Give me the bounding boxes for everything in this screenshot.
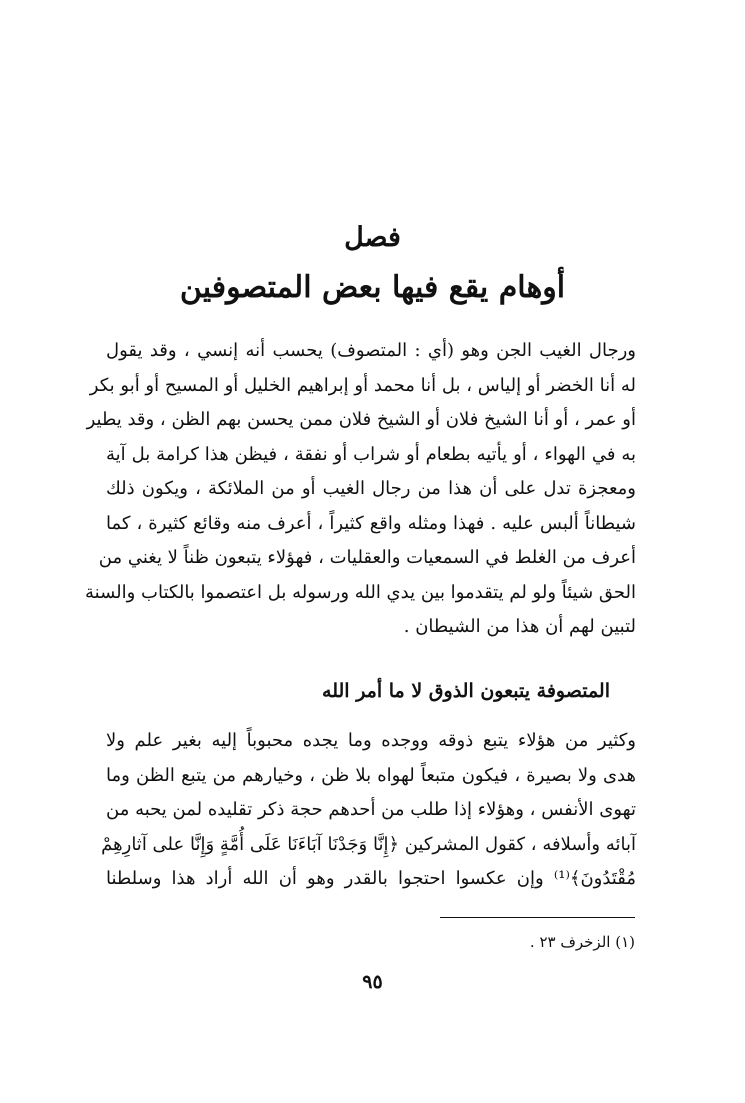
paragraph-1-line: ومعجزة تدل على أن هذا من رجال الغيب أو من الملائكة ، ويكون ذلك bbox=[106, 478, 636, 499]
paragraph-1-line: له أنا الخضر أو إلياس ، بل أنا محمد أو إبراهيم الخليل أو المسيح أو أبو بكر bbox=[89, 374, 636, 396]
chapter-title: أوهام يقع فيها بعض المتصوفين bbox=[179, 270, 566, 305]
page-number: ٩٥ bbox=[362, 971, 383, 993]
footnote: (١) الزخرف ٢٣ . bbox=[529, 933, 635, 951]
footnote-divider bbox=[440, 917, 635, 918]
paragraph-1-line: أعرف من الغلط في السمعيات والعقليات ، فهؤلاء يتبعون ظناً لا يغني من bbox=[98, 547, 636, 568]
paragraph-2-line: آبائه وأسلافه ، كقول المشركين ﴿إِنَّا وَجَدْنَا آبَاءَنَا عَلَى أُمَّةٍ وَإِنَّا على آثارِهِمْ bbox=[101, 833, 636, 855]
paragraph-1 bbox=[85, 334, 636, 645]
paragraph-1-line: لتبين لهم أن هذا من الشيطان . bbox=[403, 616, 636, 637]
paragraph-2-line: وكثير من هؤلاء يتبع ذوقه ووجده وما يجده محبوباً إليه بغير علم ولا bbox=[106, 730, 636, 751]
paragraph-1-line: شيطاناً ألبس عليه . فهذا ومثله واقع كثيراً ، أعرف منه وقائع كثيرة ، كما bbox=[106, 512, 636, 534]
section-subheading: المتصوفة يتبعون الذوق لا ما أمر الله bbox=[322, 680, 610, 702]
paragraph-1-line: أو عمر ، أو أنا الشيخ فلان أو الشيخ فلان ممن يحسن بهم الظن ، وقد يطير bbox=[86, 409, 636, 430]
paragraph-2-line: مُقْتَدُونَ﴾⁽¹⁾ وإن عكسوا احتجوا بالقدر وهو أن الله أراد هذا وسلطنا bbox=[106, 868, 636, 889]
paragraph-2-line: تهوى الأنفس ، وهؤلاء إذا طلب من أحدهم حجة ذكر تقليده لمن يحبه من bbox=[106, 799, 636, 820]
paragraph-2 bbox=[101, 724, 636, 897]
paragraph-2-line: هدى ولا بصيرة ، فيكون متبعاً لهواه بلا ظن ، وخيارهم من يتبع الظن وما bbox=[106, 764, 636, 786]
paragraph-1-line: ورجال الغيب الجن وهو (أي : المتصوف) يحسب أنه إنسي ، وقد يقول bbox=[106, 340, 636, 361]
paragraph-1-line: به في الهواء ، أو يأتيه بطعام أو شراب أو نفقة ، فيظن هذا كرامة بل آية bbox=[106, 443, 636, 465]
paragraph-1-line: الحق شيئاً ولو لم يتقدموا بين يدي الله ورسوله بل اعتصموا بالكتاب والسنة bbox=[85, 581, 636, 603]
chapter-label: فصل bbox=[344, 222, 401, 253]
